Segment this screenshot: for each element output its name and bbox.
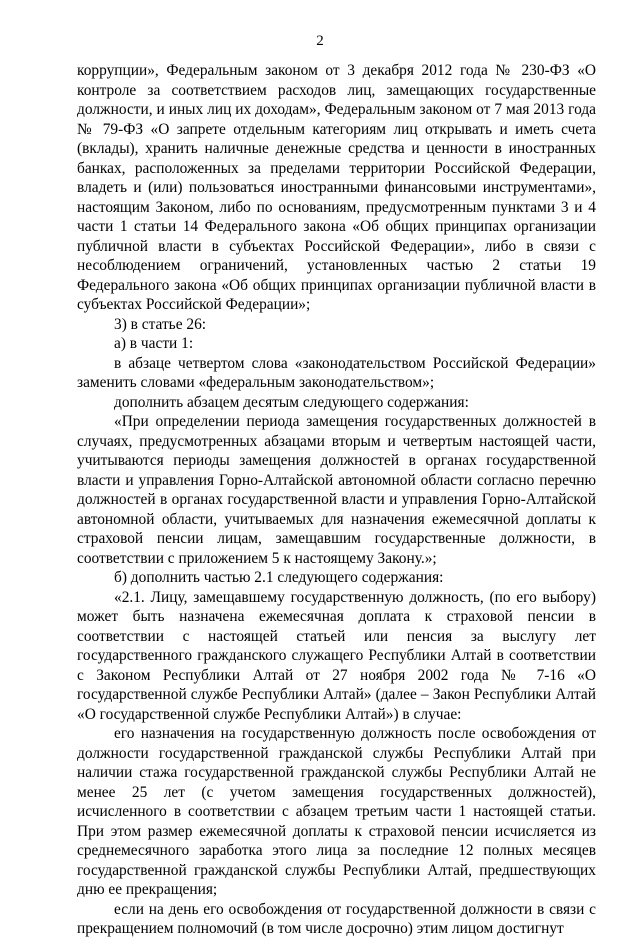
paragraph-case-appointment: его назначения на государственную должность после освобождения от должности государственной гражданской службы Республики Алтай при наличии стажа государственной гражданской службы Республики Алтай не менее 25 лет (с учетом замещения государственных должностей), исчисленного в соответствии с абзацем третьим части 1 настоящей статьи. При этом размер ежемесячной доплаты к страховой пенсии исчисляется из среднемесячного заработка этого лица за последние 12 полных месяцев государственной гражданской службы Республики Алтай, предшествующих дню ее прекращения; bbox=[77, 725, 596, 898]
paragraph-continued: коррупции», Федеральным законом от 3 декабря 2012 года № 230-ФЗ «О контроле за соответствием расходов лиц, замещающих государственные должности, и иных лиц их доходам», Федеральным законом от 7 мая 2013 года № 79-ФЗ «О запрете отдельным категориям лиц открывать и иметь счета (вклады), хранить наличные денежные средства и ценности в иностранных банках, расположенных за пределами территории Российской Федерации, владеть и (или) пользоваться иностранными финансовыми инструментами», настоящим Законом, либо по основаниям, предусмотренным пунктами 3 и 4 части 1 статьи 14 Федерального закона «Об общих принципах организации публичной власти в субъектах Российской Федерации», либо в связи с несоблюдением ограничений, установленных частью 2 статьи 19 Федерального закона «Об общих принципах организации публичной власти в субъектах Российской Федерации»; bbox=[77, 62, 596, 313]
paragraph-case-release: если на день его освобождения от государственной должности в связи с прекращением полномочий (в том числе досрочно) этим лицом достигнут bbox=[77, 900, 596, 937]
paragraph-item-b: б) дополнить частью 2.1 следующего содержания: bbox=[114, 569, 444, 586]
paragraph-item-3: 3) в статье 26: bbox=[114, 315, 207, 333]
paragraph-quoted-period: «При определении периода замещения государственных должностей в случаях, предусмотренных абзацами вторым и четвертым настоящей части, учитываются периоды замещения должностей в органах государственной власти и управления Горно-Алтайской автономной области согласно перечню должностей в органах государственной власти и управления Горно-Алтайской автономной области, учитываемых для назначения ежемесячной доплаты к страховой пенсии лицам, замещавшим государственные должности, в соответствии с приложением 5 к настоящему Закону.»; bbox=[77, 413, 596, 567]
document-body bbox=[77, 61, 596, 939]
paragraph-item-a: а) в части 1: bbox=[114, 335, 194, 352]
paragraph-replace-words: в абзаце четвертом слова «законодательством Российской Федерации» заменить словами «федеральным законодательством»; bbox=[77, 354, 596, 391]
page-number: 2 bbox=[316, 33, 324, 49]
paragraph-quoted-2-1: «2.1. Лицу, замещавшему государственную должность, (по его выбору) может быть назначена ежемесячная доплата к страховой пенсии в соответствии с настоящей статьей или пенсия за выслугу лет государственного гражданского служащего Республики Алтай в соответствии с Законом Республики Алтай от 27 ноября 2002 года № 7-16 «О государственной службе Республики Алтай» (далее – Закон Республики Алтай «О государственной службе Республики Алтай») в случае: bbox=[77, 588, 596, 723]
paragraph-add-abzats: дополнить абзацем десятым следующего содержания: bbox=[114, 393, 469, 411]
